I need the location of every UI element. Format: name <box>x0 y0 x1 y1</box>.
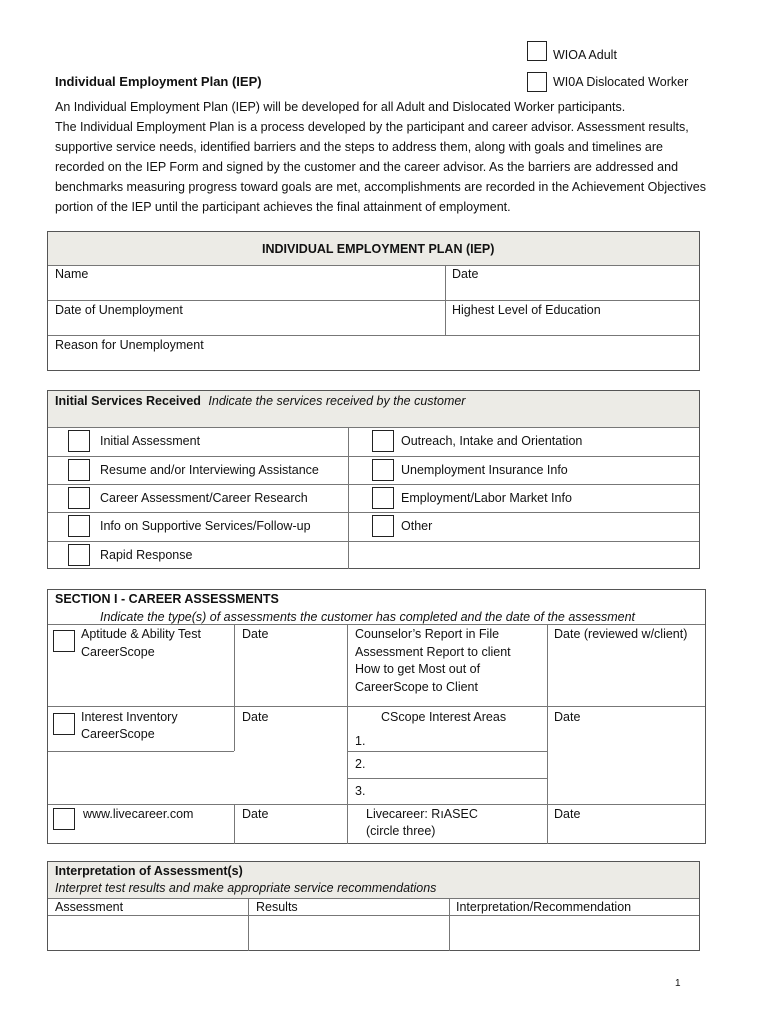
counselor-line-1: Counselor’s Report in File <box>355 627 500 641</box>
wioa-dislocated-checkbox[interactable] <box>527 72 547 92</box>
education-field-label[interactable]: Highest Level of Education <box>452 303 601 317</box>
interpretation-subheading: Interpret test results and make appropriate service recommendations <box>55 881 437 895</box>
labor-market-label: Employment/Labor Market Info <box>401 491 572 505</box>
intro-paragraph <box>55 97 720 217</box>
initial-assessment-checkbox[interactable] <box>68 430 90 452</box>
cscope-label: CScope Interest Areas <box>381 710 507 724</box>
assessment-col-header: Assessment <box>55 900 124 914</box>
initial-services-title: Initial Services Received <box>55 394 201 408</box>
initial-services-heading <box>55 394 465 408</box>
interpretation-heading: Interpretation of Assessment(s) <box>55 864 243 878</box>
career-assessment-label: Career Assessment/Career Research <box>100 491 308 505</box>
aptitude-checkbox[interactable] <box>53 630 75 652</box>
supportive-services-checkbox[interactable] <box>68 515 90 537</box>
counselor-line-3: How to get Most out of <box>355 662 481 676</box>
supportive-services-label: Info on Supportive Services/Follow-up <box>100 519 311 533</box>
wioa-adult-label: WIOA Adult <box>553 48 617 62</box>
labor-market-checkbox[interactable] <box>372 487 394 509</box>
wioa-adult-checkbox[interactable] <box>527 41 547 61</box>
date-field-label[interactable]: Date <box>452 267 479 281</box>
initial-assessment-label: Initial Assessment <box>100 434 201 448</box>
intro-line-5: benchmarks measuring progress toward goals are met, accomplishments are recorded in the Achievement Objectives <box>55 180 707 194</box>
section1-subheading: Indicate the type(s) of assessments the customer has completed and the date of the assessment <box>100 610 636 624</box>
riasec-label-2: (circle three) <box>366 824 436 838</box>
livecareer-label: www.livecareer.com <box>83 807 194 821</box>
interest-area-3: 3. <box>355 784 366 798</box>
interest-area-1: 1. <box>355 734 366 748</box>
resume-assistance-checkbox[interactable] <box>68 459 90 481</box>
livecareer-checkbox[interactable] <box>53 808 75 830</box>
other-label: Other <box>401 519 433 533</box>
interest-label-2: CareerScope <box>81 727 155 741</box>
outreach-checkbox[interactable] <box>372 430 394 452</box>
date-unemployment-field-label[interactable]: Date of Unemployment <box>55 303 183 317</box>
rapid-response-checkbox[interactable] <box>68 544 90 566</box>
intro-line-6: portion of the IEP until the participant achieves the final attainment of employment. <box>55 200 511 214</box>
interest-label-1: Interest Inventory <box>81 710 178 724</box>
intro-line-2: The Individual Employment Plan is a process developed by the participant and career advisor. Assessment results, <box>55 120 689 134</box>
aptitude-label-2: CareerScope <box>81 645 155 659</box>
other-checkbox[interactable] <box>372 515 394 537</box>
interpretation-col-header: Interpretation/Recommendation <box>456 900 632 914</box>
page-number: 1 <box>675 978 681 989</box>
counselor-line-2: Assessment Report to client <box>355 645 511 659</box>
counselor-line-4: CareerScope to Client <box>355 680 478 694</box>
iep-table-heading: INDIVIDUAL EMPLOYMENT PLAN (IEP) <box>262 242 495 256</box>
interpretation-cell[interactable] <box>451 916 698 950</box>
aptitude-date-label: Date <box>242 627 269 641</box>
wioa-dislocated-label: WI0A Dislocated Worker <box>553 75 689 89</box>
interest-date-label: Date <box>242 710 269 724</box>
livecareer-date-label: Date <box>242 807 269 821</box>
riasec-label-1: Livecareer: RıASEC <box>366 807 478 821</box>
interest-inventory-checkbox[interactable] <box>53 713 75 735</box>
reason-field-label[interactable]: Reason for Unemployment <box>55 338 204 352</box>
aptitude-label-1: Aptitude & Ability Test <box>81 627 201 641</box>
results-col-header: Results <box>256 900 298 914</box>
unemployment-info-checkbox[interactable] <box>372 459 394 481</box>
intro-line-4: recorded on the IEP Form and signed by the customer and the career advisor. As the barriers are addressed and <box>55 160 679 174</box>
section1-heading: SECTION I - CAREER ASSESSMENTS <box>55 592 279 606</box>
interest-area-2: 2. <box>355 757 366 771</box>
rapid-response-label: Rapid Response <box>100 548 193 562</box>
intro-line-1: An Individual Employment Plan (IEP) will be developed for all Adult and Dislocated Worker participants. <box>55 100 626 114</box>
resume-assistance-label: Resume and/or Interviewing Assistance <box>100 463 319 477</box>
assessment-cell[interactable] <box>49 916 247 950</box>
career-assessment-checkbox[interactable] <box>68 487 90 509</box>
riasec-date-label: Date <box>554 807 581 821</box>
cscope-date-label: Date <box>554 710 581 724</box>
results-cell[interactable] <box>250 916 448 950</box>
date-reviewed-label: Date (reviewed w/client) <box>554 627 688 641</box>
unemployment-info-label: Unemployment Insurance Info <box>401 463 568 477</box>
initial-services-subtitle: Indicate the services received by the customer <box>208 394 466 408</box>
page-title: Individual Employment Plan (IEP) <box>55 74 262 89</box>
intro-line-3: supportive service needs, identified barriers and the steps to address them, along with goals and timelines are <box>55 140 663 154</box>
outreach-label: Outreach, Intake and Orientation <box>401 434 583 448</box>
name-field-label[interactable]: Name <box>55 267 89 281</box>
